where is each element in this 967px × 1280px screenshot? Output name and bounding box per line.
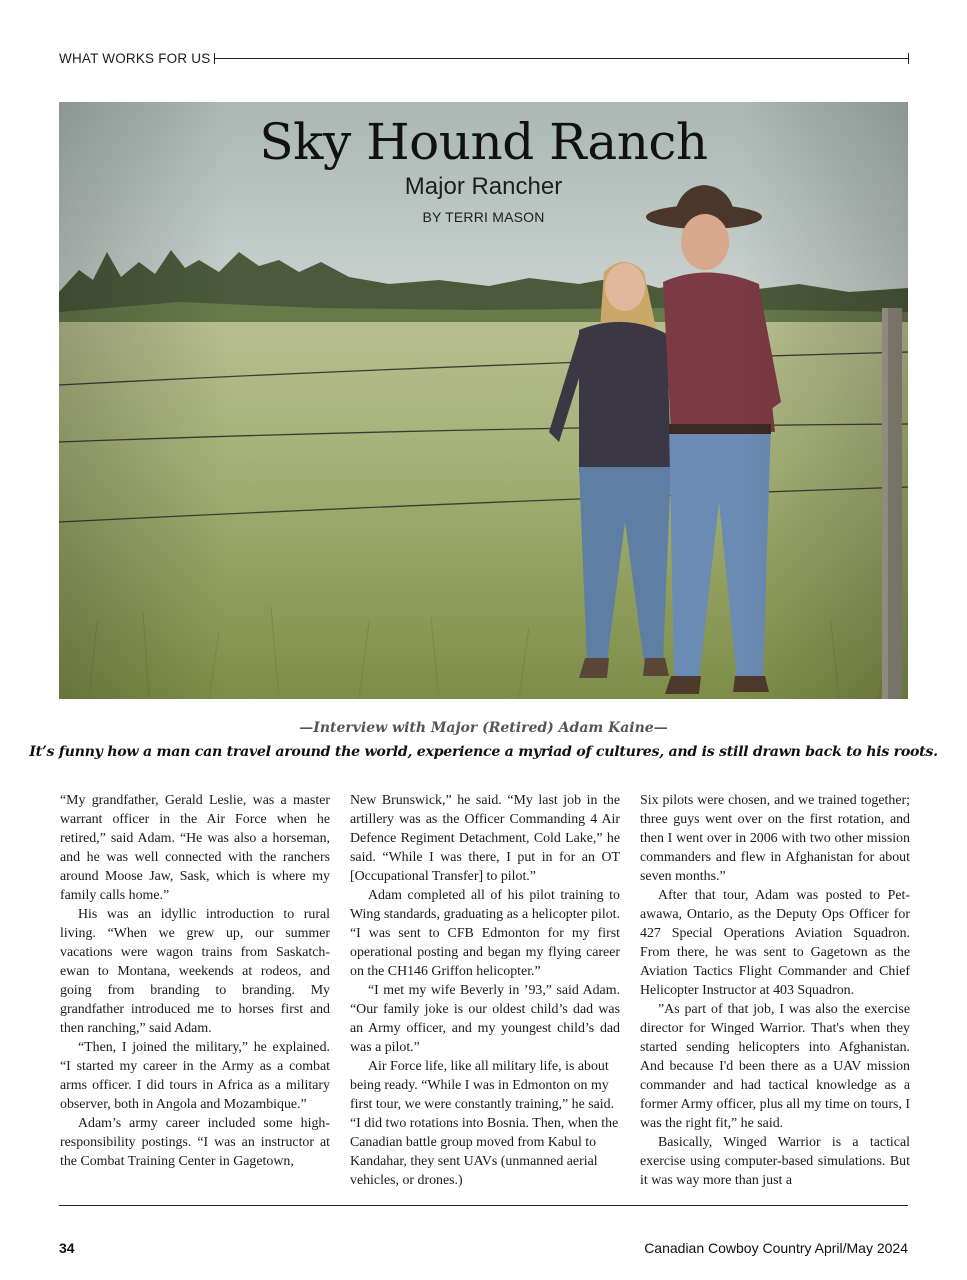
section-rule [214, 51, 909, 65]
column-1 [60, 791, 330, 1196]
page-number: 34 [59, 1240, 75, 1256]
paragraph: “Then, I joined the military,” he explained. “I started my career in the Army as a combat arms officer. I did tours in Africa as a military observer, both in Angola and Mozambique.” [60, 1040, 330, 1112]
column-2 [350, 791, 620, 1196]
paragraph: Adam’s army career included some high-responsibility postings. “I was an instructor at the Combat Training Center in Gagetown, [60, 1116, 330, 1169]
publication-info: Canadian Cowboy Country April/May 2024 [644, 1240, 908, 1256]
paragraph: Six pilots were chosen, and we trained together; three guys went over on the first rotation, and then I went over in 2006 with two other mission commanders and flew in Afghanistan for about seven months.” [640, 793, 910, 884]
paragraph: After that tour, Adam was posted to Petawawa, Ontario, as the Deputy Ops Officer for 427 Special Operations Aviation Squadron. From there, he was sent to Gagetown as the Aviation Tactics Flight Commander and Chief Helicopter Instructor at 403 Squadron. [640, 888, 910, 998]
paragraph: Adam completed all of his pilot training to Wing standards, graduating as a helicopter pilot. “I was sent to CFB Edmonton for my first operational posting and began my flying career on the CH146 Griffon helicopter.” [350, 888, 620, 979]
section-header [59, 48, 909, 68]
paragraph: New Brunswick,” he said. “My last job in the artillery was as the Officer Commanding 4 Air Defence Regiment Detachment, Cold Lake,” he said. “While I was there, I put in for an OT [Occupational Transfer] to pilot.” [350, 793, 620, 884]
column-3 [640, 791, 910, 1196]
paragraph: His was an idyllic introduction to rural living. “When we grew up, our summer vacations were wagon trains from Saskatchewan to Montana, weekends at rodeos, and going from branding to branding. My grandfather introduced me to horses first and then ranching,” said Adam. [60, 907, 330, 1036]
paragraph: “I met my wife Beverly in ’93,” said Adam. “Our family joke is our oldest child’s dad was an Army officer, and my youngest child’s dad was a pilot.” [350, 983, 620, 1055]
paragraph: Basically, Winged Warrior is a tactical exercise using computer-based simulations. But it was way more than just a [640, 1135, 910, 1188]
deck: It’s funny how a man can travel around the world, experience a myriad of cultures, and is still drawn back to his roots. [29, 744, 938, 760]
article-body [60, 791, 910, 1196]
byline: BY TERRI MASON [422, 208, 545, 225]
article-title: Sky Hound Ranch [259, 113, 708, 171]
section-label: WHAT WORKS FOR US [59, 50, 211, 66]
article-subtitle: Major Rancher [404, 172, 563, 200]
paragraph: “My grandfather, Gerald Leslie, was a master warrant officer in the Air Force when he retired,” said Adam. “He was also a horseman, and he was well connected with the ranchers around Moose Jaw, Sask, which is where my family calls home.” [60, 793, 330, 903]
paragraph: ”As part of that job, I was also the exercise director for Winged Warrior. That's when they started sending helicopters into Afghanistan. And because I'd been there as a UAV mission commander and had tactical knowledge as a former Army officer, plus all my time on tours, I was the right fit,” he said. [640, 1002, 910, 1131]
hero-photo [59, 102, 908, 699]
paragraph: Air Force life, like all military life, is about being ready. “While I was in Edmonton on my first tour, we were constantly training,” he said. “I did two rotations into Bosnia. Then, when the Canadian battle group moved from Kabul to Kandahar, they sent UAVs (unmanned aerial vehicles, or drones.) [350, 1059, 619, 1188]
title-block [59, 113, 908, 225]
interview-line: —Interview with Major (Retired) Adam Kaine— [299, 720, 668, 736]
footer-rule [59, 1205, 908, 1206]
